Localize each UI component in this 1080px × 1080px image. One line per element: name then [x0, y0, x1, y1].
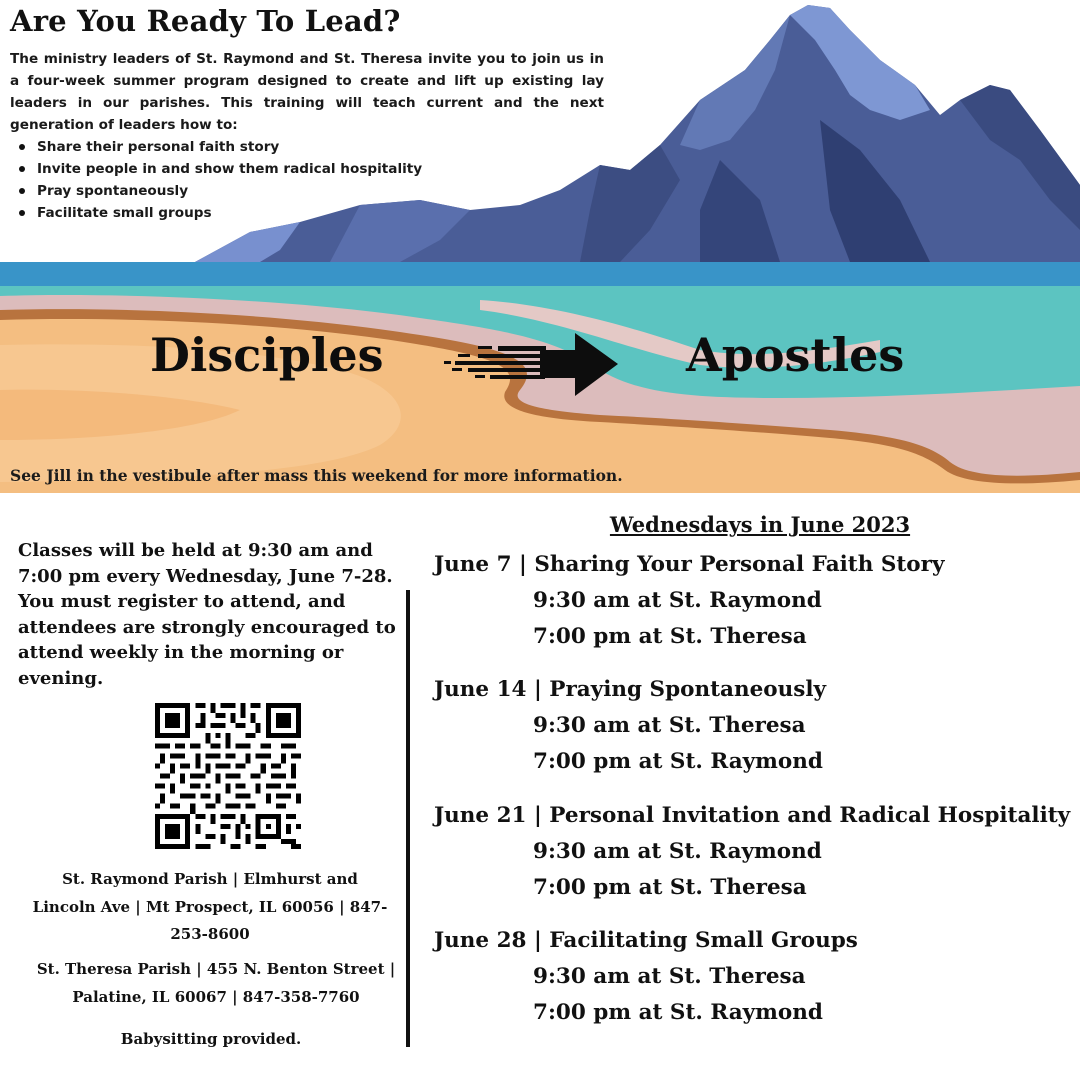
session-june-21 [434, 798, 1080, 906]
page-title: Are You Ready To Lead? [10, 4, 401, 38]
schedule-title: Wednesdays in June 2023 [609, 512, 911, 537]
session-time: 7:00 pm at St. Raymond [533, 749, 823, 774]
session-june-14 [434, 672, 1080, 780]
session-time: 7:00 pm at St. Theresa [533, 875, 807, 900]
session-time: 7:00 pm at St. Raymond [533, 1000, 823, 1025]
session-time: 9:30 am at St. Raymond [533, 588, 822, 613]
list-item: Invite people in and show them radical hospitality [16, 158, 422, 180]
session-time: 7:00 pm at St. Theresa [533, 624, 807, 649]
classes-info: Classes will be held at 9:30 am and 7:00 pm every Wednesday, June 7-28. You must register to attend, and attendees are strongly encouraged to attend weekly in the morning or evening. [18, 540, 396, 689]
session-time: 9:30 am at St. Raymond [533, 839, 822, 864]
session-june-28 [434, 923, 1080, 1031]
skills-list [16, 136, 422, 224]
apostles-word: Apostles [686, 328, 905, 382]
session-heading: June 7 | Sharing Your Personal Faith Story [434, 552, 945, 577]
contact-note: See Jill in the vestibule after mass this weekend for more information. [10, 466, 623, 485]
session-june-7 [434, 547, 1080, 655]
session-heading: June 14 | Praying Spontaneously [434, 677, 826, 702]
list-item: Share their personal faith story [16, 136, 422, 158]
hero-banner [0, 0, 1080, 493]
session-heading: June 28 | Facilitating Small Groups [434, 928, 858, 953]
list-item: Pray spontaneously [16, 180, 422, 202]
session-time: 9:30 am at St. Theresa [533, 713, 806, 738]
session-time: 9:30 am at St. Theresa [533, 964, 806, 989]
disciples-word: Disciples [150, 328, 384, 382]
st-theresa-address: St. Theresa Parish | 455 N. Benton Street | Palatine, IL 60067 | 847-358-7760 [36, 960, 396, 1006]
info-column [18, 538, 408, 691]
list-item: Facilitate small groups [16, 202, 422, 224]
babysitting-note: Babysitting provided. [120, 1030, 302, 1048]
qr-code-icon[interactable] [155, 703, 301, 849]
intro-paragraph: The ministry leaders of St. Raymond and St. Theresa invite you to join us in a four-week summer program designed to create and lift up existing lay leaders in our parishes. This training will teach current and the next generation of leaders how to: [10, 51, 604, 133]
column-divider [406, 590, 410, 1047]
st-raymond-address: St. Raymond Parish | Elmhurst and Lincoln Ave | Mt Prospect, IL 60056 | 847-253-8600 [32, 870, 388, 943]
session-heading: June 21 | Personal Invitation and Radical Hospitality [434, 803, 1071, 828]
